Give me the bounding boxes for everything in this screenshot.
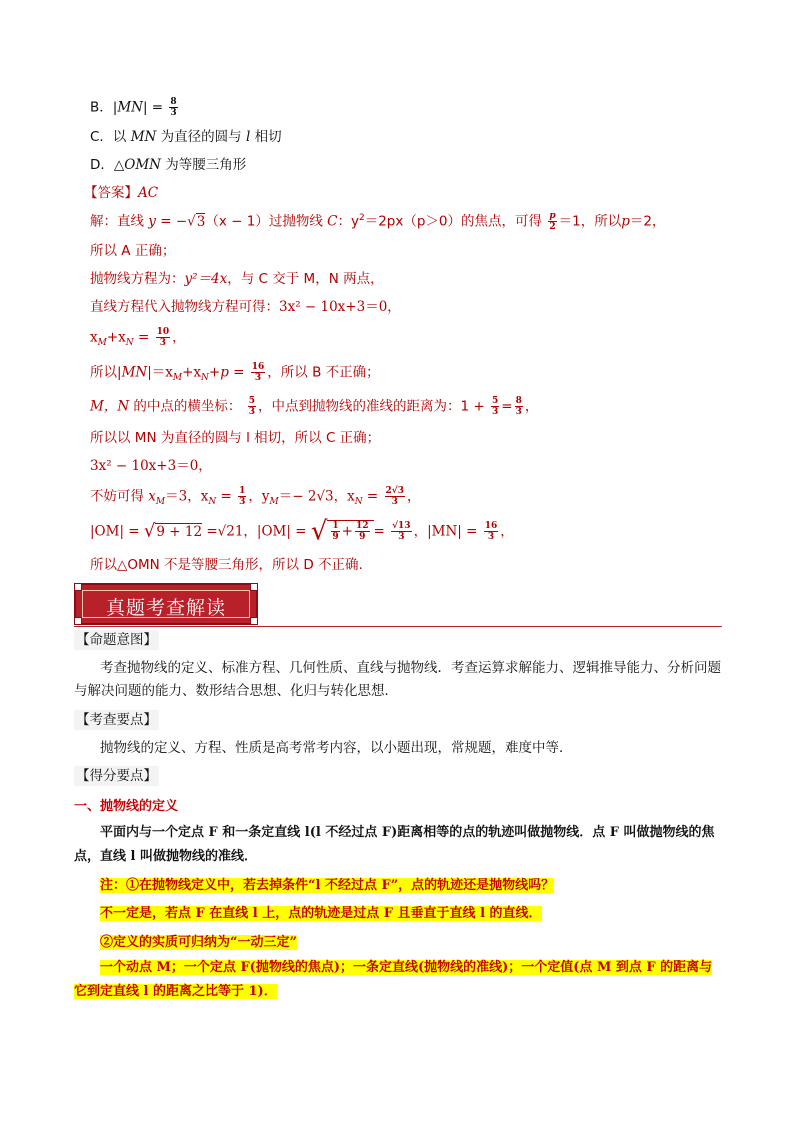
option-b-den: 3 — [170, 108, 177, 118]
solution-line-9: 3x² − 10x+3＝0， — [90, 458, 212, 474]
sol1-sqrt: 3 — [196, 213, 206, 230]
sol5-fd: 3 — [159, 338, 166, 348]
option-c-mid: 为直径的圆与 — [156, 129, 246, 145]
sol11-d2n: 12 — [355, 521, 369, 531]
sol1-c: C — [327, 213, 338, 230]
sol7-e: ， — [524, 398, 539, 415]
sol10-fraction-2 — [385, 486, 405, 507]
sol6-fd: 3 — [254, 373, 262, 383]
banner-corner — [250, 583, 258, 591]
sol10-h: M — [269, 497, 279, 508]
sol6-g: +p = — [208, 364, 245, 381]
option-c-suffix: 相切 — [250, 129, 282, 145]
sol10-g: ，y — [248, 488, 270, 505]
sol3-eq: y²＝4x — [184, 271, 228, 287]
sol11-d1d: 9 — [332, 532, 339, 542]
sol11-gn: 16 — [484, 521, 498, 531]
solution-line-4 — [90, 297, 401, 317]
sol10-d: ＝3，x — [165, 488, 209, 505]
solution-line-2: 所以 A 正确； — [90, 243, 176, 259]
option-b-mid: | = — [142, 99, 164, 116]
sol11-frac-2 — [355, 521, 370, 542]
sol10-a: 不妨可得 — [90, 488, 144, 505]
sol5-d: N — [125, 338, 134, 349]
sol6-h: ，所以 B 不正确； — [267, 364, 380, 381]
sol5-e: = — [133, 329, 150, 346]
sol1-fn: p — [549, 211, 556, 221]
sol6-d: M — [172, 373, 183, 384]
sol1-fraction — [548, 211, 556, 232]
sol7-fraction-3 — [515, 396, 523, 417]
sol5-c: +x — [106, 329, 126, 346]
option-d — [90, 155, 246, 175]
sol1-b: （x − 1）过抛物线 — [205, 213, 323, 230]
points-tag: 【考查要点】 — [76, 712, 157, 728]
sol11-frac-4 — [484, 521, 499, 542]
section-banner — [74, 583, 258, 625]
sol7-fraction-1 — [248, 396, 256, 417]
sol11-g: ， — [500, 523, 514, 540]
sol7-fn2: 5 — [492, 396, 499, 406]
sol7-c: ，中点到抛物线的准线的距离为：1 + — [258, 398, 485, 415]
option-b-prefix: B．| — [90, 99, 118, 116]
sol7-fd3: 3 — [515, 407, 522, 417]
option-b — [90, 97, 180, 118]
sol4-eq: 3x² − 10x+3＝0， — [279, 299, 401, 315]
sol7-fd2: 3 — [492, 407, 499, 417]
sol1-e: 2 — [358, 213, 365, 223]
sol10-f: = — [216, 488, 232, 505]
solution-line-10 — [90, 486, 420, 507]
sol10-fraction-1 — [238, 486, 246, 507]
sol11-fd: 3 — [398, 532, 405, 542]
note-4 — [74, 956, 724, 1004]
sol11-f: ，|MN| = — [413, 523, 478, 540]
option-b-var: MN — [117, 99, 143, 116]
sol1-i: ＝2， — [629, 213, 666, 230]
intent-text: 考查抛物线的定义、标准方程、几何性质、直线与抛物线．考查运算求解能力、逻辑推导能力、分析问题与解决问题的能力、数形结合思想、化归与转化思想． — [74, 660, 721, 699]
score-tag: 【得分要点】 — [76, 768, 157, 784]
sol11-frac-1 — [331, 521, 339, 542]
sol10-j: N — [354, 497, 363, 508]
option-c — [90, 127, 282, 147]
option-b-num: 8 — [170, 97, 177, 107]
solution-line-5 — [90, 327, 186, 348]
sol1-g: ＝1，所以 — [558, 213, 622, 230]
note-2-text: 不一定是，若点 F 在直线 l 上，点的轨迹是过点 F 且垂直于直线 l 的直线． — [100, 906, 542, 921]
solution-line-3 — [90, 269, 384, 289]
answer-line — [84, 183, 158, 203]
intent-tag: 【命题意图】 — [76, 632, 157, 648]
sol1-h: p — [621, 213, 630, 230]
sol10-b: x — [148, 488, 156, 505]
note-4-text: 一个动点 M；一个定点 F(抛物线的焦点)；一条定直线(抛物线的准线)；一个定值(点 M 到点 F 的距离与它到定直线 l 的距离之比等于 1)． — [74, 960, 713, 999]
sol11-d1n: 1 — [332, 521, 339, 531]
sol6-a: 所以| — [90, 364, 122, 381]
sol10-k: = — [362, 488, 379, 505]
sol10-fd: 3 — [239, 497, 246, 507]
solution-line-8: 所以以 MN 为直径的圆与 l 相切，所以 C 正确； — [90, 430, 381, 446]
sol11-gd: 3 — [487, 532, 495, 542]
answer-value: AC — [138, 185, 159, 201]
sol10-e: N — [208, 497, 217, 508]
solution-line-6 — [90, 362, 380, 383]
sol11-e: = — [373, 523, 385, 540]
sol11-frac-3 — [391, 521, 411, 542]
sol11-fn: √13 — [392, 521, 411, 531]
option-c-var: MN — [130, 129, 157, 145]
sol11-a: |OM| = — [90, 523, 140, 540]
note-3-text: ②定义的实质可归纳为“一动三定” — [100, 935, 297, 950]
sol7-fn: 5 — [248, 396, 255, 406]
banner-corner — [74, 583, 82, 591]
note-3 — [100, 931, 297, 953]
section-heading: 一、抛物线的定义 — [74, 799, 179, 814]
sol1-fd: 2 — [549, 222, 556, 232]
sol7-fn3: 8 — [515, 396, 522, 406]
option-d-var: OMN — [124, 157, 161, 173]
sol4-a: 直线方程代入抛物线方程可得： — [90, 299, 279, 315]
sol1-f: ＝2px（p＞0）的焦点，可得 — [364, 213, 543, 230]
sol10-fn2: 2√3 — [385, 486, 404, 496]
sol11-d2d: 9 — [359, 532, 366, 542]
sol7-fd: 3 — [248, 407, 255, 417]
sol1-d: ：y — [337, 213, 359, 230]
sol6-e: +x — [182, 364, 202, 381]
note-1 — [100, 874, 554, 896]
sol5-a: x — [90, 329, 98, 346]
sol6-c: |＝x — [147, 364, 173, 381]
option-d-suffix: 为等腰三角形 — [160, 157, 247, 173]
points-text: 抛物线的定义、方程、性质是高考常考内容，以小题出现，常规题，难度中等． — [100, 740, 573, 756]
option-d-prefix: D．△ — [90, 157, 125, 173]
sol10-fd2: 3 — [391, 497, 398, 507]
sol7-d: = — [501, 398, 513, 415]
banner-divider — [74, 626, 722, 627]
option-b-fraction — [169, 97, 177, 118]
sol5-f: ， — [172, 329, 186, 346]
sol10-c: M — [155, 497, 166, 508]
sol7-b: 的中点的横坐标： — [129, 398, 242, 415]
sol1-a: 解：直线 — [90, 213, 144, 230]
sol6-fn: 16 — [251, 362, 265, 372]
sol10-l: ， — [406, 488, 421, 505]
sol6-fraction — [251, 362, 266, 383]
solution-line-11: |OM| = √9 + 12 =√21，|OM| = √ $\frac{1}{9}$ + $\frac{12}{9}$ = $\frac{√13}{3}$ ，|MN| = $\frac{16}{3}$ ， — [90, 516, 514, 547]
solution-line-7 — [90, 396, 538, 417]
note-1-text: 注：①在抛物线定义中，若去掉条件“l 不经过点 F”，点的轨迹还是抛物线吗？ — [100, 878, 555, 893]
solution-line-1: 解：直线 y = −√3（x − 1）过抛物线 C：$y^2=2px(p>0)$的焦点，可得 $\frac{p}{2}$ ＝1，所以p＝2， — [90, 211, 666, 232]
note-2 — [100, 902, 542, 924]
sol6-f: N — [201, 373, 209, 384]
sol11-b: 9 + 12 — [156, 523, 203, 540]
sol6-b: MN — [121, 364, 148, 381]
sol7-fraction-2 — [491, 396, 499, 417]
sol3-a: 抛物线方程为： — [90, 271, 185, 287]
answer-label: 【答案】 — [84, 185, 138, 201]
sol5-b: M — [97, 338, 107, 349]
sol11-plus: + — [341, 523, 353, 540]
sol3-b: ，与 C 交于 M，N 两点， — [227, 271, 384, 287]
sol5-fn: 10 — [156, 327, 170, 337]
definition-text: 平面内与一个定点 F 和一条定直线 l(l 不经过点 F)距离相等的点的轨迹叫做抛物线．点 F 叫做抛物线的焦点，直线 l 叫做抛物线的准线． — [74, 825, 715, 864]
sol7-a: M，N — [90, 398, 130, 415]
sol10-i: ＝− 2√3，x — [278, 488, 355, 505]
option-c-var2: l — [245, 129, 251, 145]
option-c-prefix: C．以 — [90, 129, 131, 145]
sol11-c: =√21，|OM| = — [206, 523, 307, 540]
sol11-root — [327, 520, 373, 542]
banner-title: 真题考查解读 — [105, 597, 226, 619]
sol1-eq: y = − — [148, 213, 188, 230]
solution-line-12: 所以△OMN 不是等腰三角形，所以 D 不正确. — [90, 557, 363, 573]
sol10-fn: 1 — [239, 486, 246, 496]
sol5-fraction — [156, 327, 171, 348]
